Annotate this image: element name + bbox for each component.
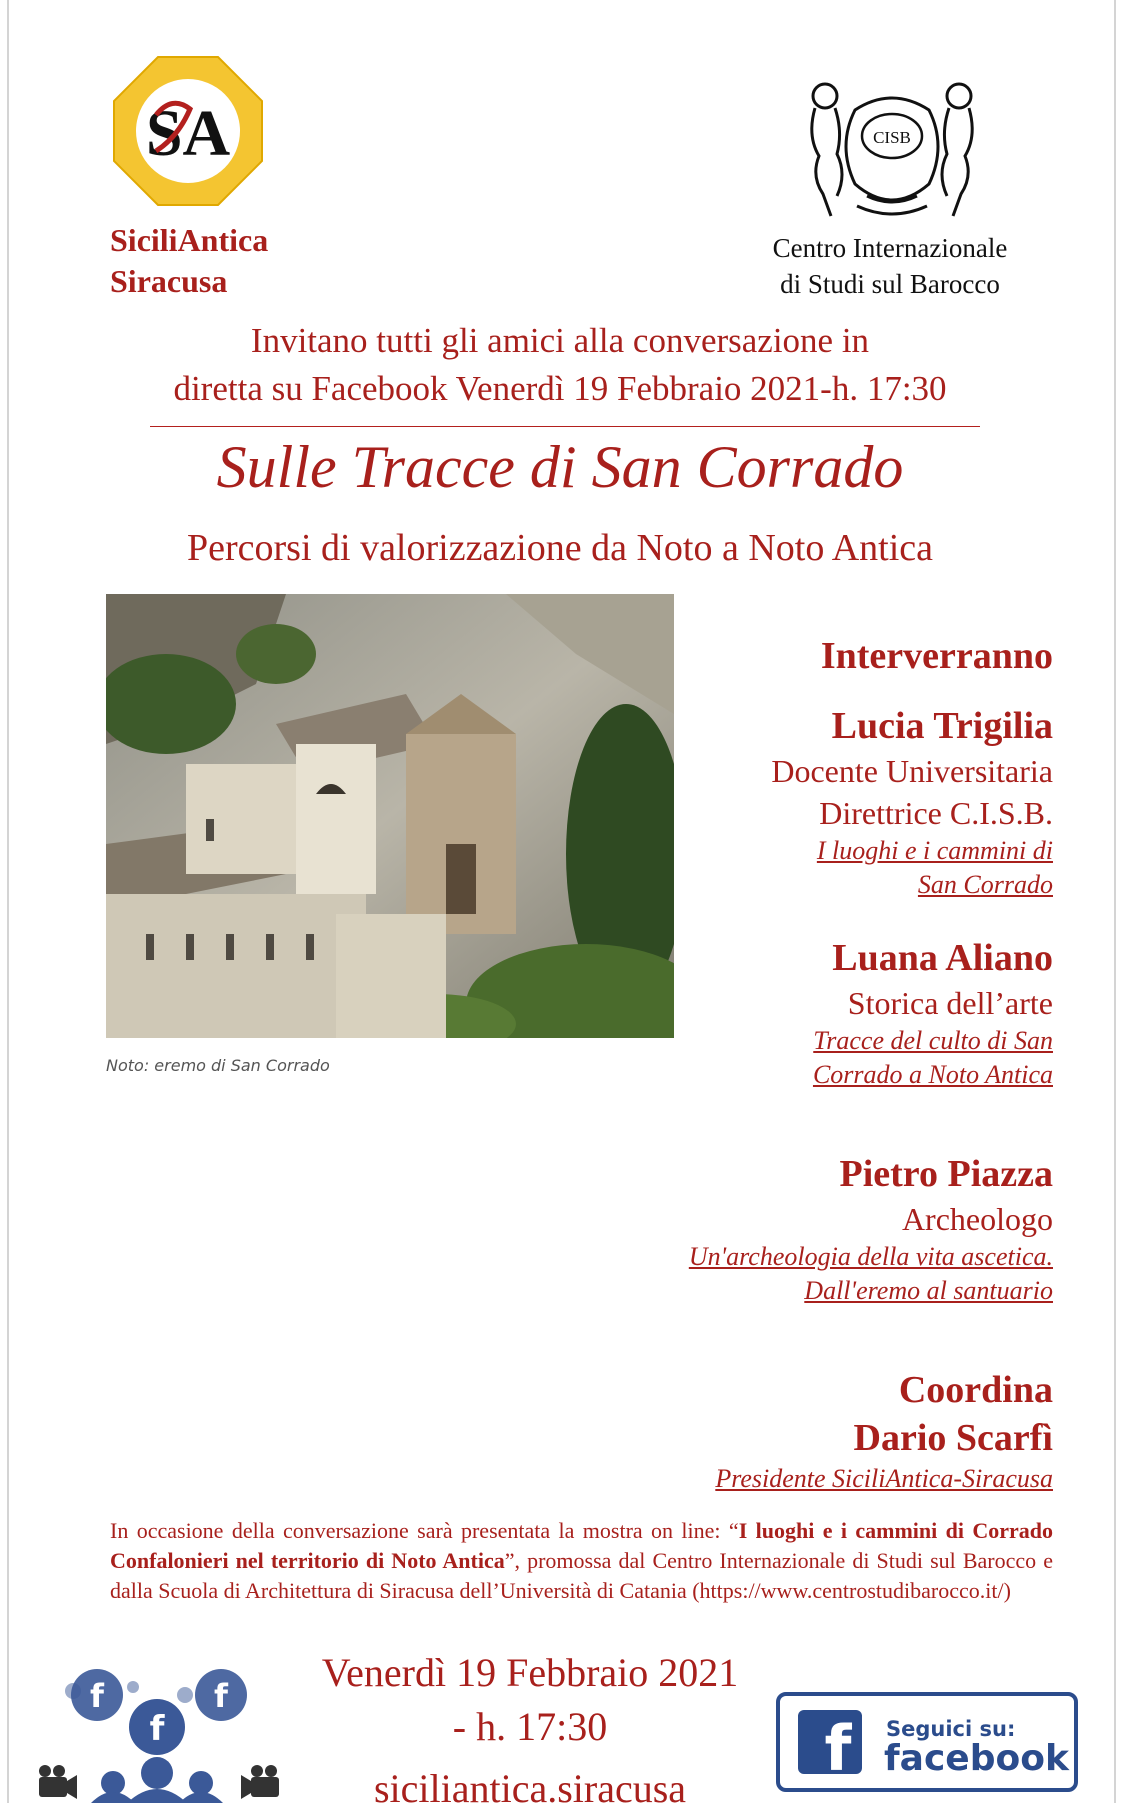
speaker-talk: Tracce del culto di San [813,1026,1053,1055]
speaker-role: Storica dell’arte [847,985,1053,1021]
speaker-talk: Un'archeologia della vita ascetica. [688,1242,1053,1271]
org-right-line1: Centro Internazionale [772,233,1008,263]
invitation-line2: diretta su Facebook Venerdì 19 Febbraio 2021-h. 17:30 [173,369,947,408]
note-exhibition-title: I luoghi e i cammini di Corrado Confalonieri nel territorio di Noto Antica [110,1518,1054,1573]
speaker-1 [560,702,1053,902]
fb-word: facebook [884,1738,1069,1779]
coordinator-role: Presidente SiciliAntica-Siracusa [715,1464,1053,1493]
event-time: - h. 17:30 [452,1704,608,1749]
org-cisb [740,230,1040,302]
org-right-line2: di Studi sul Barocco [780,269,1000,299]
fb-letter: f [90,1677,104,1715]
speaker-name: Pietro Piazza [839,1153,1053,1195]
fb-letter: f [149,1709,165,1749]
note-intro: In occasione della conversazione sarà presentata la mostra on line: “ [110,1518,739,1543]
invitation-text [60,317,1060,413]
facebook-follow-badge[interactable] [776,1692,1078,1792]
event-date-time [270,1646,790,1754]
coordinator [560,1366,1053,1496]
speaker-name: Lucia Trigilia [831,705,1053,747]
sa-logo-letters: SA [145,97,231,170]
coordinator-label: Coordina [898,1369,1053,1411]
speaker-name: Luana Aliano [832,937,1053,979]
speaker-role: Archeologo [901,1201,1053,1237]
speaker-talk: San Corrado [917,870,1053,899]
photo-caption: Noto: eremo di San Corrado [106,1056,330,1075]
facebook-page-name[interactable]: siciliantica.siracusa [373,1766,687,1811]
cisb-logo [797,76,987,224]
event-date: Venerdì 19 Febbraio 2021 [321,1650,739,1695]
org-left-line2: Siracusa [110,263,228,299]
coordinator-name: Dario Scarfì [853,1417,1053,1459]
speaker-2 [560,934,1053,1092]
facebook-icon: f [824,1712,852,1785]
speaker-talk: Dall'eremo al santuario [804,1276,1053,1305]
speaker-role: Docente Universitaria [771,753,1053,789]
fb-letter: f [214,1677,228,1715]
event-title: Sulle Tracce di San Corrado [216,434,904,500]
speakers-panel [560,628,1053,1496]
note-details: ”, promossa dal Centro Internazionale di Studi sul Barocco e dalla Scuola di Architettura di Siracusa dell’Università di Catania (https://www.centrostudibarocco.it/) [110,1548,1053,1603]
speaker-talk: Corrado a Noto Antica [812,1060,1053,1089]
siciliantica-logo [112,55,264,207]
facebook-community-icon [35,1665,285,1803]
cisb-logo-letters: CISB [873,128,911,147]
fb-follow-label: Seguici su: [886,1717,1016,1741]
invitation-line1: Invitano tutti gli amici alla conversazione in [250,321,870,360]
speaker-role: Direttrice C.I.S.B. [819,795,1053,831]
org-siciliantica [110,220,268,302]
org-left-line1: SiciliAntica [110,222,269,258]
speaker-talk: I luoghi e i cammini di [816,836,1053,865]
divider [150,426,980,427]
speaker-3 [560,1150,1053,1308]
exhibition-note [110,1516,1053,1606]
speakers-header: Interverranno [820,635,1053,677]
event-subtitle: Percorsi di valorizzazione da Noto a Noto Antica [186,527,934,569]
